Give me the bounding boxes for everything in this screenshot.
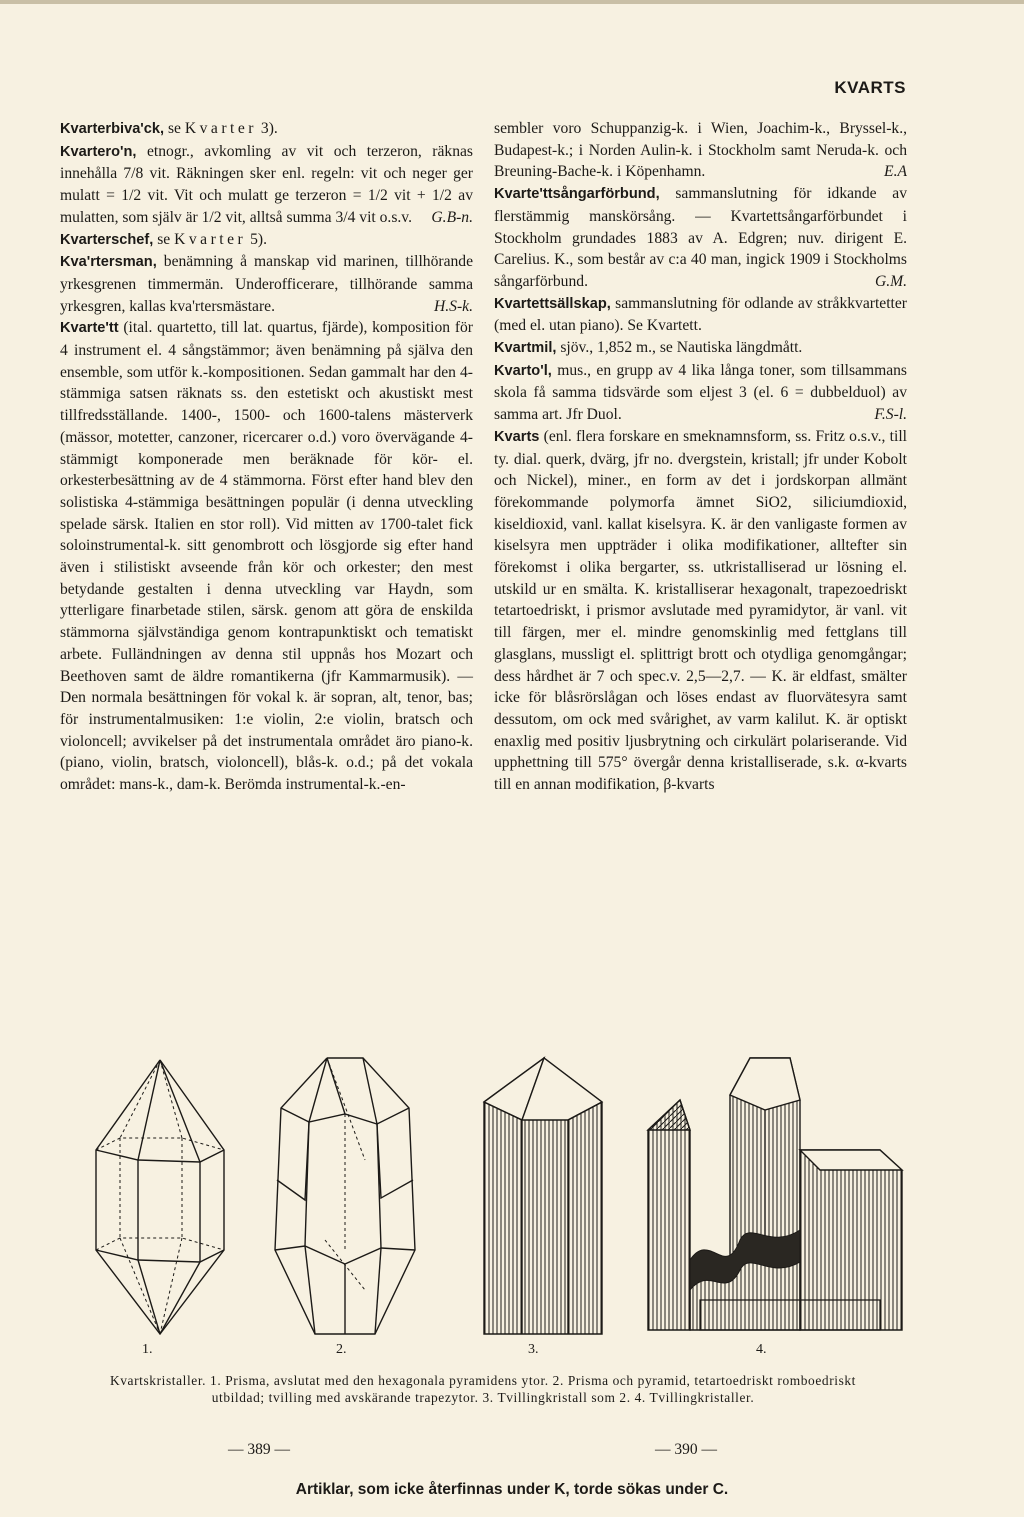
figure-1-crystal-illustration: [80, 1050, 240, 1340]
figure-2-label: 2.: [336, 1342, 347, 1357]
figure-3-crystal-illustration: [472, 1050, 612, 1340]
figure-4-crystal-illustration: [640, 1050, 906, 1340]
page-edge: [0, 0, 1024, 4]
entry-kvartett-continued: sembler voro Schuppanzig-k. i Wien, Joachim-k., Bryssel-k., Budapest-k.; i Norden Aulin-k. i Stockholm samt Neruda-k. och Breuning-Bache-k. i Köpenhamn. E.A: [494, 120, 907, 181]
figure-2-crystal-illustration: [265, 1050, 425, 1340]
entry-kvartettsallskap: Kvartettsällskap, sammanslutning för odlande av stråkkvartetter (med el. utan piano). Se Kvartett.: [494, 294, 907, 335]
right-column: [494, 118, 907, 796]
footer-note: Artiklar, som icke återfinnas under K, torde sökas under C.: [295, 1481, 729, 1498]
left-column: [60, 118, 473, 796]
crystal-figures: [60, 1050, 906, 1362]
entry-kvartett: Kvarte'tt (ital. quartetto, till lat. quartus, fjärde), komposition för 4 instrument el. 4 sångstämmor; även benämning på själva den ensemble, som utför k.-kompositionen. Sedan gammalt har den 4-stämmiga satsen räknats ss. den estetiskt och akustiskt mest tillfredsställande. 1400-, 1500- och 1600-talens mästerverk (mässor, motetter, canzoner, ricercarer o.d.) voro övervägande 4-stämmigt komponerade men beräknade för kör- el. orkesterbesättning av de 4 stämmorna. Först efter hand blev den solistiska 4-stämmiga besättningen populär (i denna utveckling spelade särsk. Italien en stor roll). Vid mitten av 1700-talet fick soloinstrumental-k. sitt genombrott och lösgjorde sig efter hand även i stilistiskt avseende från kör och orkester; den mest betydande gestalten i denna utveckling var Haydn, som ytterligare finarbetade stilen, särsk. genom att göra de enskilda stämmorna självständiga genom kontrapunktiskt och tematiskt arbete. Fulländningen av denna stil uppnås hos Mozart och Beethoven samt de äldre romantikerna (jfr Kammarmusik). — Den normala besättningen för vokal k. är sopran, alt, tenor, bas; för instrumentalmusiken: 1:e violin, 2:e violin, bratsch och violoncell; avvikelser på det instrumentala området äro piano-k. (piano, violin, bratsch, violoncell), blås-k. o.d.; på det vokala området: mans-k., dam-k. Berömda instrumental-k.-en-: [60, 319, 473, 794]
entry-kvartmil: Kvartmil, sjöv., 1,852 m., se Nautiska längdmått.: [494, 339, 803, 357]
entry-kvarterbivack: Kvarterbiva'ck, se Kvarter 3).: [60, 120, 278, 137]
page-number-right: — 390 —: [655, 1441, 717, 1458]
page-number-left: — 389 —: [228, 1441, 290, 1458]
entry-kvarterschef: Kvarterschef, se Kvarter 5).: [60, 230, 268, 248]
running-head: KVARTS: [834, 78, 906, 97]
figure-1-label: 1.: [142, 1342, 153, 1357]
entry-kvarts: Kvarts (enl. flera forskare en smeknamnsform, ss. Fritz o.s.v., till ty. dial. querk, dvärg, jfr no. dvergstein, kristall; jfr under Kobolt och Nickel), miner., en form av det i jordskorpan allmänt förekommande polymorfa ämnet SiO2, siliciumdioxid, kiseldioxid, vanl. kallat kiselsyra. K. är den vanligaste formen av kiselsyra men uppträder i olika modifikationer, alltefter sin förekomst i olika bergarter, ss. utkristalliserad ur lösning el. utskild ur en smälta. K. kristalliserar hexagonalt, trapezoedriskt tetartoedriskt, i prismor avslutade med pyramidytor, är vanl. vit till färgen, mer el. mindre genomskinlig med fettglans till glasglans, mussligt el. splittrigt brott och otydliga genomgångar; dess hårdhet är 7 och spec.v. 2,5—2,7. — K. är eldfast, smälter icke för blåsrörslågan och löses endast av fluorvätesyra samt dessutom, om ock med svårighet, av varm kalilut. K. är optiskt enaxlig med positiv ljusbrytning och cirkulärt polariserande. Vid upphettning till 575° övergår denna kristalliserade, s.k. α-kvarts till en annan modifikation, β-kvarts: [494, 427, 907, 794]
entry-kvartersman: Kva'rtersman, benämning å manskap vid marinen, tillhörande yrkesgrenen timmermän. Underofficerare, tillhörande samma yrkesgren, kallas kva'rtersmästare. H.S-k.: [60, 253, 473, 315]
entry-kvartettsangarforbund: Kvarte'ttsångarförbund, sammanslutning för idkande av flerstämmig manskörsång. — Kvartettsångarförbundet i Stockholm grundades 1883 av A. Edgren; nuv. dirigent E. Carelius. K., som består av c:a 40 man, ingick 1909 i Stockholms sångarförbund. G.M.: [494, 185, 907, 290]
figure-3-label: 3.: [528, 1342, 539, 1357]
entry-kvartol: Kvarto'l, mus., en grupp av 4 lika långa toner, som tillsammans skola få samma tidsvärde som eljest 3 (el. 6 = dubbelduol) av samma art. Jfr Duol. F.S-l.: [494, 361, 907, 424]
figure-4-label: 4.: [756, 1342, 767, 1357]
entry-kvarteron: Kvartero'n, etnogr., avkomling av vit och terzeron, räknas innehålla 7/8 vit. Räkningen sker enl. regeln: vit och neger ger mulatt = 1/2 vit. Vit och mulatt ge terzeron = 1/2 vit + 1/2 av mulatten, som själv är 1/2 vit, alltså summa 3/4 vit o.s.v. G.B-n.: [60, 142, 473, 226]
figure-caption: Kvartskristaller. 1. Prisma, avslutat med den hexagonala pyramidens ytor. 2. Prisma och pyramid, tetartoedriskt romboedriskt utbildad; tvilling med avskärande trapezytor. 3. Tvillingkristall som 2. 4. Tvillingkristaller.: [109, 1373, 856, 1405]
